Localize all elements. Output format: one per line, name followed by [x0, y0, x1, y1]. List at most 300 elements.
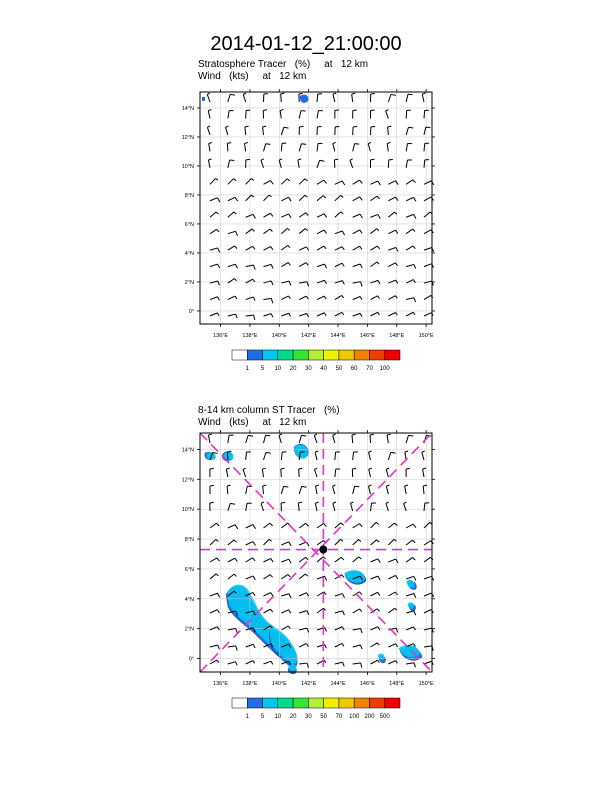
- wind-barb-staff: [353, 645, 361, 647]
- wind-barb-staff: [264, 181, 271, 185]
- wind-barb-staff: [210, 610, 217, 613]
- wind-barb: [281, 296, 290, 300]
- wind-barb-staff: [406, 557, 413, 562]
- colorbar-swatch: [324, 698, 339, 708]
- wind-barb: [371, 214, 381, 218]
- wind-barb-flag: [218, 248, 220, 252]
- wind-barb-flag: [396, 312, 398, 315]
- wind-barb: [281, 486, 288, 494]
- wind-barb-flag: [271, 247, 273, 250]
- wind-barb-staff: [210, 248, 218, 250]
- wind-barb: [281, 610, 290, 613]
- wind-barb: [209, 142, 212, 151]
- wind-barb: [387, 434, 390, 443]
- wind-barb: [388, 661, 397, 664]
- wind-barb-flag: [271, 593, 273, 596]
- wind-barb-staff: [369, 469, 371, 477]
- wind-barb-flag: [298, 502, 302, 503]
- wind-barb: [246, 503, 252, 511]
- wind-barb-flag: [288, 626, 290, 629]
- wind-barb-staff: [333, 435, 335, 443]
- bottom-map-panel: [170, 425, 450, 725]
- lat-tick-label: 0°: [188, 308, 194, 315]
- wind-barb-staff: [246, 542, 253, 545]
- wind-barb-flag: [377, 229, 379, 231]
- wind-barb-staff: [281, 94, 282, 102]
- wind-barb: [208, 109, 211, 118]
- wind-barb: [406, 94, 412, 102]
- wind-barb-flag: [263, 126, 267, 127]
- wind-barb: [228, 246, 237, 250]
- wind-barb-flag: [342, 575, 344, 578]
- wind-barb-staff: [424, 646, 432, 647]
- wind-barb-flag: [235, 264, 237, 268]
- wind-barb-staff: [281, 214, 288, 217]
- wind-barb-staff: [371, 229, 377, 234]
- wind-barb-staff: [406, 94, 408, 102]
- wind-barb-flag: [414, 298, 416, 302]
- wind-barb-staff: [406, 143, 407, 151]
- wind-barb: [263, 110, 267, 119]
- wind-barb: [228, 662, 237, 666]
- wind-barb: [406, 214, 416, 218]
- colorbar-label: 70: [366, 366, 373, 372]
- colorbar-label: 20: [289, 714, 297, 720]
- wind-barb-staff: [228, 160, 230, 168]
- wind-barb-staff: [281, 523, 287, 528]
- wind-barb: [406, 627, 415, 630]
- wind-barb-staff: [210, 198, 217, 201]
- wind-barb-staff: [406, 160, 407, 168]
- wind-barb-staff: [388, 296, 395, 300]
- wind-barb-staff: [388, 559, 395, 562]
- wind-barb-flag: [305, 179, 308, 181]
- wind-barb-staff: [299, 144, 301, 152]
- colorbar-swatch: [232, 698, 247, 708]
- wind-barb-staff: [387, 435, 388, 443]
- wind-barb: [299, 574, 308, 579]
- wind-barb-staff: [353, 246, 360, 250]
- wind-barb-staff: [281, 263, 288, 267]
- wind-barb: [371, 229, 379, 234]
- wind-barb-staff: [317, 196, 323, 201]
- colorbar-label: 500: [379, 714, 390, 720]
- wind-barb-flag: [413, 557, 416, 560]
- wind-barb-staff: [315, 452, 317, 460]
- wind-barb-staff: [371, 522, 377, 528]
- wind-barb-flag: [289, 594, 291, 598]
- wind-barb-staff: [406, 298, 414, 300]
- wind-barb: [406, 143, 412, 151]
- wind-barb-staff: [368, 144, 370, 152]
- lat-tick-label: 10°N: [181, 507, 194, 514]
- wind-barb: [388, 296, 397, 300]
- wind-barb: [210, 610, 219, 613]
- wind-barb: [406, 468, 410, 477]
- wind-barb: [264, 558, 274, 562]
- wind-barb: [299, 247, 309, 251]
- wind-barb-flag: [324, 296, 326, 299]
- wind-barb: [406, 197, 416, 201]
- wind-barb-flag: [360, 313, 362, 316]
- wind-barb: [388, 263, 397, 267]
- wind-barb-staff: [299, 296, 306, 299]
- wind-barb-staff: [246, 246, 253, 250]
- wind-barb-flag: [306, 247, 308, 251]
- wind-barb: [333, 434, 336, 443]
- wind-barb-staff: [335, 263, 342, 266]
- wind-barb: [317, 111, 323, 119]
- wind-barb-flag: [341, 557, 344, 560]
- wind-barb: [335, 281, 345, 285]
- wind-barb: [386, 110, 389, 119]
- wind-barb: [264, 575, 273, 579]
- wind-barb-staff: [353, 557, 359, 562]
- wind-barb: [317, 127, 322, 135]
- colorbar-label: 50: [320, 714, 327, 720]
- wind-barb-staff: [299, 213, 306, 218]
- wind-barb: [335, 127, 339, 135]
- colorbar-label: 1: [245, 366, 249, 372]
- wind-barb-flag: [289, 542, 292, 546]
- wind-barb-flag: [254, 315, 255, 320]
- wind-barb: [406, 435, 413, 443]
- wind-barb-staff: [406, 435, 408, 443]
- wind-barb-staff: [386, 469, 388, 477]
- wind-barb: [424, 127, 430, 135]
- wind-barb-staff: [281, 143, 282, 151]
- wind-barb-staff: [335, 594, 343, 596]
- wind-barb-staff: [317, 246, 324, 250]
- wind-barb: [317, 246, 326, 250]
- wind-barb: [264, 281, 274, 285]
- wind-barb-flag: [320, 160, 325, 161]
- wind-barb-flag: [378, 559, 380, 563]
- wind-barb-staff: [353, 297, 360, 300]
- wind-barb-staff: [386, 503, 388, 511]
- wind-barb: [264, 523, 273, 528]
- wind-barb-staff: [353, 264, 361, 267]
- wind-barb: [317, 592, 326, 596]
- wind-barb-staff: [388, 592, 395, 596]
- colorbar-label: 5: [260, 366, 265, 372]
- wind-barb-flag: [377, 196, 380, 199]
- wind-barb-flag: [289, 610, 291, 613]
- wind-barb-flag: [243, 93, 246, 94]
- wind-barb-flag: [230, 503, 235, 504]
- colorbar-swatch: [385, 698, 400, 708]
- wind-barb-flag: [287, 228, 289, 230]
- wind-barb: [299, 593, 309, 597]
- wind-barb: [281, 214, 291, 218]
- wind-barb-flag: [288, 263, 290, 266]
- wind-barb-staff: [388, 94, 391, 102]
- wind-barb-staff: [422, 94, 424, 102]
- wind-barb-flag: [236, 628, 238, 633]
- wind-barb-flag: [271, 661, 273, 664]
- wind-barb-staff: [317, 111, 318, 119]
- wind-barb: [228, 296, 237, 299]
- wind-barb: [335, 539, 343, 545]
- wind-barb: [228, 111, 234, 119]
- wind-barb-flag: [226, 468, 229, 469]
- wind-barb: [227, 485, 231, 494]
- wind-barb-staff: [264, 593, 271, 596]
- wind-barb-staff: [317, 94, 318, 102]
- wind-barb-flag: [314, 468, 317, 469]
- wind-barb-staff: [424, 541, 431, 545]
- wind-barb: [353, 180, 363, 184]
- wind-barb-staff: [246, 265, 254, 267]
- wind-barb: [371, 576, 381, 580]
- wind-barb-flag: [281, 93, 285, 94]
- wind-barb: [388, 159, 393, 167]
- wind-barb: [353, 524, 362, 528]
- wind-barb-flag: [209, 142, 212, 143]
- wind-barb: [264, 661, 273, 664]
- wind-barb: [406, 298, 415, 302]
- top-panel-subtitle-2: Wind (kts) at 12 km: [198, 71, 307, 82]
- wind-barb-flag: [270, 523, 273, 526]
- wind-barb-staff: [210, 297, 217, 300]
- colorbar-label: 30: [305, 714, 312, 720]
- wind-barb-flag: [413, 312, 415, 315]
- wind-barb: [386, 485, 389, 494]
- wind-barb: [335, 627, 344, 630]
- wind-barb-flag: [341, 195, 344, 197]
- wind-barb-flag: [342, 247, 344, 250]
- wind-barb-staff: [299, 469, 300, 477]
- wind-barb-flag: [343, 662, 345, 666]
- wind-barb: [264, 314, 273, 318]
- colorbar: [232, 698, 400, 720]
- wind-barb-staff: [406, 246, 413, 250]
- wind-barb-flag: [377, 643, 379, 645]
- colorbar-swatch: [369, 350, 384, 360]
- wind-barb-staff: [388, 312, 395, 316]
- wind-barb-flag: [299, 468, 303, 469]
- wind-barb-flag: [324, 214, 326, 218]
- wind-barb-flag: [370, 159, 374, 160]
- wind-barb-staff: [210, 660, 217, 664]
- wind-barb-flag: [234, 179, 237, 181]
- wind-barb: [353, 540, 361, 545]
- wind-barb: [210, 297, 219, 300]
- wind-barb-flag: [207, 126, 210, 127]
- wind-barb: [227, 143, 231, 152]
- wind-barb-flag: [236, 646, 237, 651]
- wind-barb-staff: [210, 627, 217, 630]
- wind-barb: [246, 297, 255, 301]
- wind-barb: [335, 643, 344, 647]
- wind-barb-staff: [210, 645, 218, 647]
- wind-barb-staff: [299, 263, 306, 267]
- wind-barb: [317, 524, 326, 528]
- wind-barb: [317, 143, 322, 151]
- wind-barb-flag: [217, 660, 219, 662]
- lat-tick-label: 4°N: [184, 250, 194, 257]
- wind-barb: [264, 195, 272, 201]
- wind-barb-staff: [299, 523, 305, 528]
- page-title: 2014-01-12_21:00:00: [210, 33, 402, 55]
- wind-barb: [406, 524, 416, 528]
- wind-barb-flag: [324, 524, 327, 527]
- wind-barb-staff: [207, 94, 210, 102]
- wind-barb-flag: [333, 142, 336, 143]
- wind-barb-flag: [342, 281, 344, 285]
- wind-barb-staff: [246, 435, 248, 443]
- wind-barb-flag: [378, 627, 380, 630]
- wind-barb-staff: [264, 213, 271, 217]
- wind-barb-flag: [306, 213, 309, 216]
- wind-barb: [406, 663, 415, 668]
- lon-tick-label: 138°E: [242, 333, 258, 339]
- wind-barb-staff: [333, 486, 335, 494]
- wind-barb-staff: [353, 180, 360, 184]
- wind-barb: [228, 574, 237, 579]
- wind-barb-flag: [324, 592, 326, 595]
- lon-tick-label: 140°E: [271, 333, 287, 339]
- wind-barb-staff: [353, 214, 360, 217]
- wind-barb-staff: [405, 486, 407, 494]
- wind-barb-flag: [342, 263, 344, 266]
- wind-barb-flag: [350, 502, 353, 503]
- wind-barb-flag: [413, 197, 416, 201]
- wind-barb: [352, 468, 356, 477]
- wind-barb-flag: [360, 645, 362, 649]
- wind-barb-staff: [228, 314, 236, 316]
- wind-barb: [314, 468, 317, 477]
- wind-barb-staff: [317, 230, 324, 234]
- wind-barb-flag: [361, 663, 362, 668]
- wind-barb-flag: [253, 246, 255, 249]
- wind-barb-staff: [298, 503, 299, 511]
- wind-barb: [281, 179, 289, 185]
- wind-barb-staff: [406, 127, 408, 135]
- wind-barb: [371, 94, 375, 102]
- wind-barb: [371, 627, 380, 630]
- colorbar-swatch: [324, 350, 339, 360]
- wind-barb-flag: [386, 502, 389, 503]
- wind-barb-flag: [341, 523, 344, 525]
- wind-barb-flag: [298, 159, 301, 160]
- wind-barb-staff: [264, 229, 270, 234]
- wind-barb-flag: [235, 662, 237, 666]
- wind-barb: [299, 663, 308, 668]
- wind-barb-flag: [378, 214, 380, 218]
- wind-barb: [371, 312, 380, 316]
- wind-barb: [371, 181, 381, 185]
- wind-barb-flag: [386, 110, 389, 111]
- wind-barb-staff: [299, 628, 307, 630]
- wind-barb-staff: [388, 181, 395, 185]
- wind-barb-flag: [307, 282, 309, 287]
- wind-barb: [299, 468, 303, 477]
- wind-barb: [210, 502, 214, 511]
- wind-barb-flag: [315, 451, 318, 452]
- wind-barb: [353, 297, 362, 300]
- wind-barb-staff: [424, 143, 425, 151]
- wind-barb: [228, 628, 237, 633]
- wind-barb: [264, 94, 268, 102]
- wind-barb-staff: [261, 503, 263, 511]
- wind-barbs: [207, 93, 434, 320]
- wind-barb-staff: [228, 574, 234, 579]
- wind-barb-flag: [413, 540, 416, 543]
- wind-barb: [228, 179, 236, 185]
- wind-barb: [353, 282, 362, 287]
- wind-barb-flag: [314, 434, 317, 435]
- lon-tick-label: 150°E: [418, 333, 434, 339]
- wind-barb-staff: [245, 127, 246, 135]
- wind-barb-flag: [307, 314, 309, 318]
- wind-barb-staff: [228, 540, 234, 545]
- wind-barb-flag: [335, 110, 339, 111]
- wind-barb-staff: [264, 523, 270, 528]
- wind-barb-staff: [299, 195, 305, 201]
- wind-barb: [353, 663, 362, 668]
- wind-barb: [299, 611, 309, 615]
- wind-barb: [299, 435, 306, 443]
- lon-tick-label: 140°E: [271, 681, 287, 687]
- wind-barb-flag: [208, 109, 211, 110]
- colorbar-swatch: [354, 698, 369, 708]
- wind-barb: [264, 247, 273, 251]
- tracer-contours: [202, 95, 308, 103]
- tracer-contour-inner: [408, 602, 414, 608]
- wind-barb-staff: [386, 111, 389, 119]
- wind-barb: [208, 434, 211, 443]
- wind-barb: [246, 159, 250, 167]
- wind-barb-staff: [228, 296, 235, 299]
- wind-barb: [335, 312, 344, 316]
- wind-barb-flag: [325, 264, 327, 268]
- wind-barb: [264, 435, 271, 443]
- wind-barb-flag: [280, 110, 283, 111]
- wind-barb: [317, 660, 326, 664]
- wind-barb: [299, 486, 306, 494]
- wind-barb-staff: [350, 160, 353, 168]
- wind-barb-staff: [264, 609, 271, 613]
- wind-barb-flag: [352, 468, 356, 469]
- wind-barb-staff: [228, 435, 229, 443]
- wind-barb-flag: [414, 214, 416, 218]
- wind-barb: [208, 159, 211, 168]
- wind-barb: [333, 502, 336, 511]
- wind-barb: [228, 94, 235, 102]
- wind-barb-staff: [281, 197, 288, 200]
- wind-barb: [368, 142, 371, 151]
- wind-barb: [406, 557, 415, 562]
- wind-barb: [264, 144, 271, 152]
- wind-barb: [406, 593, 416, 597]
- wind-barb: [264, 264, 274, 268]
- wind-barb-staff: [371, 559, 378, 562]
- wind-barb: [371, 559, 381, 563]
- wind-barb: [317, 296, 326, 299]
- wind-barb-flag: [235, 296, 237, 299]
- wind-barb-flag: [253, 592, 255, 595]
- wind-barb-flag: [413, 246, 415, 249]
- wind-barb-flag: [342, 594, 344, 598]
- lon-tick-label: 136°E: [213, 681, 229, 687]
- lat-tick-label: 14°N: [181, 447, 194, 454]
- wind-barb: [299, 229, 307, 234]
- lat-tick-label: 12°N: [181, 477, 194, 484]
- wind-barb: [352, 434, 356, 443]
- wind-barb-flag: [270, 575, 272, 578]
- wind-barb-flag: [378, 296, 380, 299]
